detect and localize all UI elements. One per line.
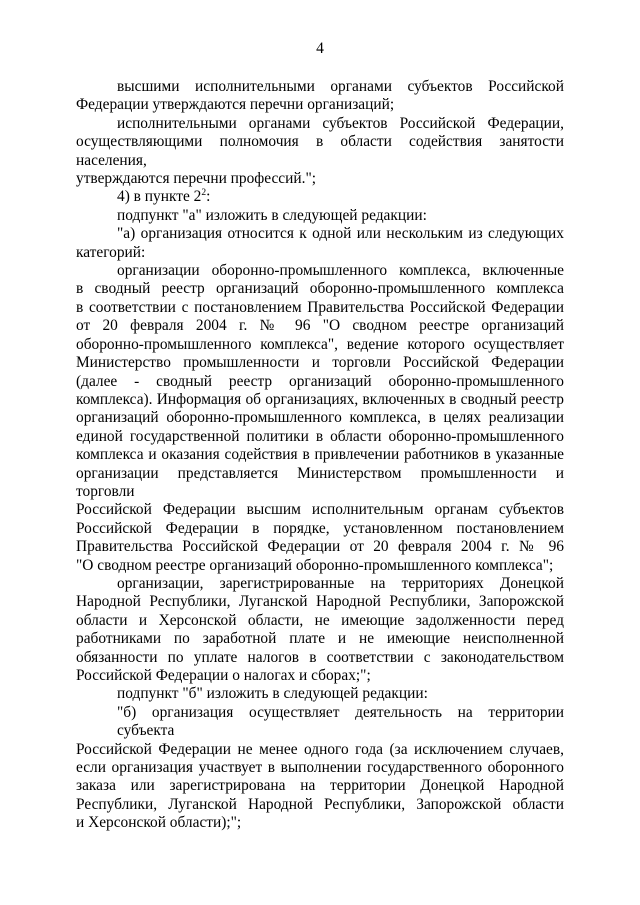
text-line-content: "б) организация осуществляет деятельность на территории субъекта	[117, 703, 564, 740]
text-line-content: от 20 февраля 2004 г. № 96 "О сводном реестре организаций	[76, 317, 564, 335]
text-line-content: оборонно-промышленного комплекса", ведение которого осуществляет	[76, 335, 564, 353]
text-line	[76, 428, 564, 446]
text-line-content: "О сводном реестре организаций оборонно-промышленного комплекса";	[76, 556, 554, 574]
text-line-content: Министерство промышленности и торговли Российской Федерации	[76, 354, 564, 372]
text-line-content: Народной Республики, Луганской Народной Республики, Запорожской	[76, 593, 564, 611]
text-line-content: Российской Федерации о налогах и сборах;";	[76, 667, 371, 684]
text-line-content: категорий:	[76, 243, 146, 261]
text-line	[76, 207, 564, 225]
text-line	[76, 115, 564, 133]
text-line-content: высшими исполнительными органами субъектов Российской	[117, 78, 564, 95]
text-line	[76, 188, 564, 206]
text-line-content: области и Херсонской области, не имеющие задолженности перед	[76, 611, 564, 629]
text-line	[76, 649, 564, 667]
text-line-content: комплекса). Информация об организациях, включенных в сводный реестр	[76, 390, 564, 408]
text-line	[76, 280, 564, 298]
text-line-content: исполнительными органами субъектов Российской Федерации,	[117, 114, 564, 132]
text-line-content: осуществляющими полномочия в области содействия занятости населения,	[76, 133, 564, 169]
text-line-content: Федерации утверждаются перечни организаций;	[76, 96, 395, 114]
text-line-content: Республики, Луганской Народной Республики, Запорожской области	[76, 795, 564, 813]
text-line-content: Правительства Российской Федерации от 20 февраля 2004 г. № 96	[76, 538, 564, 556]
text-line-content: заказа или зарегистрирована на территории Донецкой Народной	[76, 777, 564, 795]
text-line-content: Российской Федерации высшим исполнительным органам субъектов	[76, 501, 564, 519]
text-line	[76, 133, 564, 170]
text-line-content: если организация участвует в выполнении государственного оборонного	[76, 759, 564, 777]
text-line	[76, 777, 564, 795]
text-line	[76, 667, 564, 685]
text-line-content: подпункт "б" изложить в следующей редакции:	[117, 685, 428, 703]
text-line	[76, 814, 564, 832]
text-line	[76, 354, 564, 372]
text-line-content: в соответствии с постановлением Правительства Российской Федерации	[76, 298, 564, 316]
text-line	[76, 299, 564, 317]
text-line-content: единой государственной политики в области оборонно-промышленного	[76, 427, 564, 445]
text-line	[76, 446, 564, 464]
text-line	[76, 78, 564, 96]
text-line-content: обязанности по уплате налогов в соответствии с законодательством	[76, 648, 564, 666]
text-line	[76, 96, 564, 114]
document-body	[76, 78, 564, 833]
text-line	[76, 170, 564, 188]
text-line	[76, 409, 564, 427]
text-line	[76, 593, 564, 611]
text-line	[76, 741, 564, 759]
text-line-content: работниками по заработной плате и не имеющие неисполненной	[76, 630, 564, 648]
text-line-content: подпункт "а" изложить в следующей редакции:	[117, 206, 427, 224]
text-line-content: организации оборонно-промышленного комплекса, включенные	[117, 262, 564, 280]
text-line	[76, 373, 564, 391]
text-line	[76, 262, 564, 280]
text-line	[76, 225, 564, 243]
text-line-content: 4) в пункте 2	[117, 188, 202, 206]
text-line-content: и Херсонской области);";	[76, 814, 242, 832]
text-line	[76, 501, 564, 519]
text-line-content: организации, зарегистрированные на территориях Донецкой	[117, 574, 564, 592]
text-line	[76, 520, 564, 538]
text-line	[76, 557, 564, 575]
text-line	[76, 244, 564, 262]
text-line-content: (далее - сводный реестр организаций оборонно-промышленного	[76, 372, 564, 390]
text-line-content: организации представляется Министерством промышленности и торговли	[76, 464, 564, 500]
text-line-content: Российской Федерации в порядке, установленном постановлением	[76, 519, 564, 537]
text-line-content: комплекса и оказания содействия в привлечении работников в указанные	[76, 446, 564, 464]
text-line	[76, 685, 564, 703]
text-line-content: организаций оборонно-промышленного комплекса, в целях реализации	[76, 409, 564, 427]
text-line	[76, 465, 564, 502]
text-line-content: утверждаются перечни профессий.";	[76, 170, 317, 188]
text-line	[76, 759, 564, 777]
text-line	[76, 538, 564, 556]
text-line	[76, 612, 564, 630]
text-line-content: Российской Федерации не менее одного года (за исключением случаев,	[76, 740, 564, 758]
text-line	[76, 575, 564, 593]
superscript: 2	[201, 188, 207, 199]
text-line-content: "а) организация относится к одной или нескольким из следующих	[117, 225, 564, 243]
text-line	[76, 336, 564, 354]
text-line	[76, 704, 564, 741]
text-line	[76, 391, 564, 409]
page-number: 4	[316, 40, 324, 57]
text-line-content: в сводный реестр организаций оборонно-промышленного комплекса	[76, 280, 564, 298]
text-line	[76, 796, 564, 814]
text-line-tail: :	[206, 188, 211, 206]
text-line	[76, 630, 564, 648]
text-line	[76, 317, 564, 335]
